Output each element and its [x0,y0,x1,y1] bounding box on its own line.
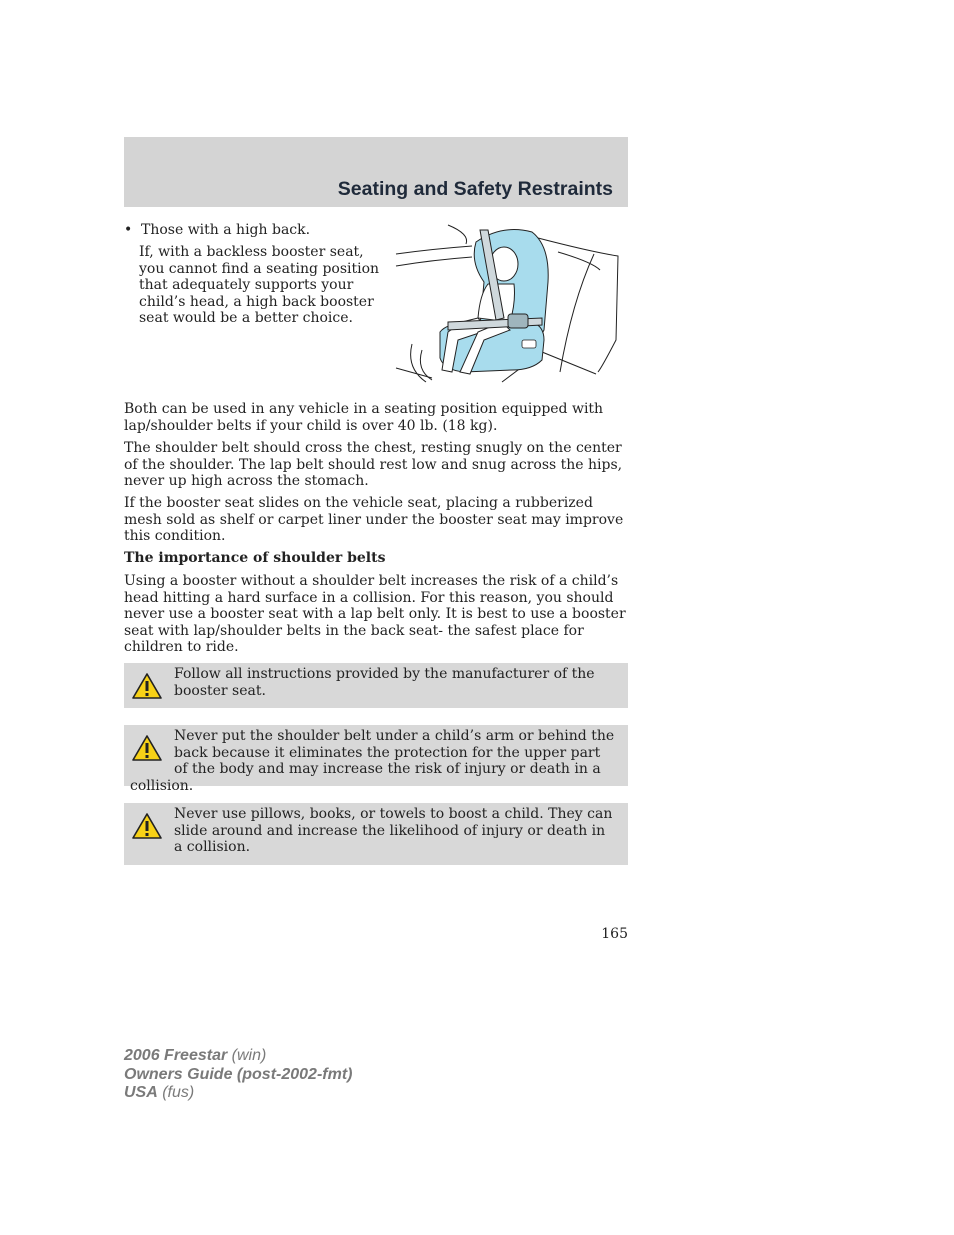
bullet-text: Those with a high back. [141,222,311,238]
warning-triangle-icon [131,672,163,700]
warning-box [124,803,628,865]
footer-market: USA [124,1084,158,1101]
warning-box [124,663,628,708]
warning-triangle-icon [131,734,163,762]
section-title: Seating and Safety Restraints [337,178,613,200]
footer-line-guide [124,1066,352,1085]
warning-text: Never use pillows, books, or towels to boost a child. They can slide around and increase the likelihood of injury or death in a collision. [174,806,613,855]
paragraph-sliding-seat: If the booster seat slides on the vehicle seat, placing a rubberized mesh sold as shelf or carpet liner under the booster seat may improve this condition. [124,495,624,544]
bullet-item [124,222,384,239]
paragraph-belt-position: The shoulder belt should cross the chest, resting snugly on the center of the shoulder. The lap belt should rest low and snug across the hips, never up high across the stomach. [124,440,623,489]
footer-line-market [124,1084,352,1103]
footer-market-code: (fus) [157,1084,195,1101]
footer-model: 2006 Freestar [124,1047,228,1064]
subheading-shoulder-belts: The importance of shoulder belts [124,550,386,566]
warning-text: Never put the shoulder belt under a child’s arm or behind the back because it eliminates the protection for the upper part of the body and may increase the risk of injury or death in a collision. [130,728,615,794]
section-header [124,137,628,207]
warning-triangle-icon [131,812,163,840]
bullet-subtext: If, with a backless booster seat, you cannot find a seating position that adequately supports your child’s head, a high back booster seat would be a better choice. [139,244,380,326]
paragraph-vehicle-compatibility: Both can be used in any vehicle in a seating position equipped with lap/shoulder belts if your child is over 40 lb. (18 kg). [124,401,604,434]
bullet-marker: • [124,222,133,238]
paragraph-shoulder-belt-importance: Using a booster without a shoulder belt increases the risk of a child’s head hitting a hard surface in a collision. For this reason, you should never use a booster seat with a lap belt only. It is best to use a booster seat with lap/shoulder belts in the back seat- the safest place for children to ride. [124,573,626,655]
page-number: 165 [601,926,628,942]
child-in-high-back-booster-seat-illustration [392,222,628,384]
warning-box [124,725,628,794]
warning-text: Follow all instructions provided by the manufacturer of the booster seat. [174,666,595,699]
document-footer [124,1047,352,1103]
footer-guide: Owners Guide (post-2002-fmt) [124,1065,353,1083]
footer-model-code: (win) [227,1047,267,1064]
footer-line-model [124,1047,352,1066]
